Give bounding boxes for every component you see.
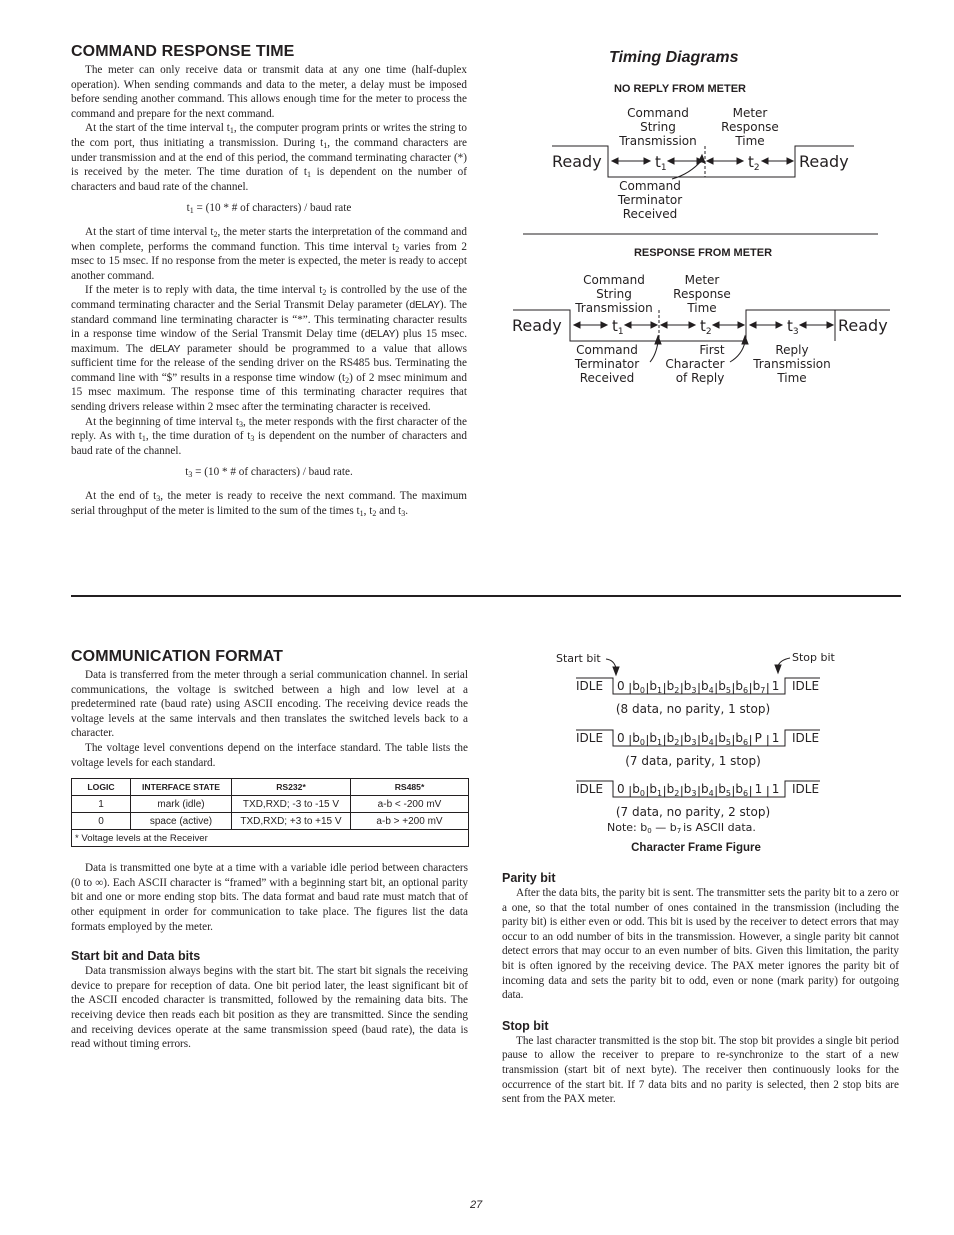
frame-bit-label: 0 — [617, 679, 625, 693]
start-bit-label: Start bit — [556, 652, 601, 665]
first-char-label: First Character of Reply — [665, 343, 725, 385]
table-header: RS485* — [351, 779, 469, 796]
no-reply-caption: NO REPLY FROM METER — [613, 83, 747, 95]
data-bit-label: $b_0$ — [632, 731, 645, 747]
response-caption: RESPONSE FROM METER — [633, 247, 773, 259]
table-cell: TXD,RXD; +3 to +15 V — [232, 813, 351, 830]
table-cell: 1 — [72, 796, 131, 813]
table-header: LOGIC — [72, 779, 131, 796]
stop-bit-label: Stop bit — [792, 651, 835, 664]
crt-paragraph-3: At the start of time interval $t_2$, the meter starts the interpretation of the command and when complete, performs the command function. This time interval $t_2$ varies from 2 msec to 15 msec. If no response from the meter is expected, the meter is ready to accept another command. — [71, 225, 467, 282]
frame-bit-label: 0 — [617, 782, 625, 796]
frame-format-caption: (7 data, no parity, 2 stop) — [615, 805, 771, 819]
ready-label-a: Ready — [552, 152, 602, 171]
t1-label-b: $t_1$ — [612, 317, 624, 337]
crt-paragraph-6: At the end of $t_3$, the meter is ready to receive the next command. The maximum serial throughput of the meter is limited to the sum of the times $t_1$, $t_2$ and $t_3$. — [71, 490, 468, 518]
start-bit-heading: Start bit and Data bits — [71, 949, 201, 964]
table-note: * Voltage levels at the Receiver — [72, 830, 469, 847]
t3-label-b: $t_3$ — [787, 317, 799, 337]
frame-bit-label: P — [754, 731, 762, 745]
frame-format-caption: (8 data, no parity, 1 stop) — [615, 702, 771, 716]
data-bit-label: $b_1$ — [649, 731, 663, 747]
parity-bit-paragraph: After the data bits, the parity bit is sent. The transmitter sets the parity bit to a zero or a one, so that the total number of ones contained in the transmission (including the parity bit) is either even or odd. This bit is used by the receiver to detect errors that may occur to an odd number of bits in the transmission. However, a single parity bit cannot detect errors that may occur to an even number of bits. Given this limitation, the parity bit is often ignored by the receiving device. The PAX meter ignores the parity bit of incoming data and sets the parity bit to odd, even or none (mark parity) for outgoing data. — [502, 887, 899, 1002]
data-bit-label: $b_4$ — [701, 731, 714, 747]
idle-label: IDLE — [576, 731, 604, 745]
data-bit-label: $b_7$ — [752, 679, 766, 695]
data-bit-label: $b_3$ — [683, 782, 697, 798]
frame-format-caption: (7 data, parity, 1 stop) — [625, 754, 761, 768]
communication-format-heading: COMMUNICATION FORMAT — [71, 648, 284, 665]
t2-label-b: $t_2$ — [700, 317, 712, 337]
table-cell: a-b > +200 mV — [351, 813, 469, 830]
table-cell: 0 — [72, 813, 131, 830]
table-header: INTERFACE STATE — [131, 779, 232, 796]
crt-paragraph-5: At the beginning of time interval $t_3$, the meter responds with the first character of the reply. As with $t_1$, the time duration of $t_3$ is dependent on the number of characters and baud rate of the channel. — [71, 415, 467, 457]
frame-signal-line — [576, 730, 820, 746]
frame-bit-label: 1 — [771, 731, 780, 745]
data-bit-label: $b_2$ — [666, 782, 680, 798]
t2-label-a: $t_2$ — [748, 153, 760, 173]
t1-label-a: $t_1$ — [655, 153, 667, 173]
terminator-label-a: Command Terminator Received — [617, 179, 683, 221]
page-number: 27 — [470, 1199, 483, 1211]
command-response-time-heading: COMMAND RESPONSE TIME — [71, 43, 295, 60]
frame-signal-line — [576, 781, 820, 797]
cf-paragraph-2: The voltage level conventions depend on the interface standard. The table lists the voltage levels for each standard. — [71, 741, 468, 769]
data-bit-label: $b_6$ — [735, 731, 749, 747]
frame-note: Note: b0 — b7 is ASCII data. — [607, 821, 756, 835]
frame-bit-label: 1 — [771, 679, 780, 693]
meter-response-label-b: Meter Response Time — [673, 273, 731, 315]
table-cell: mark (idle) — [131, 796, 232, 813]
parity-stop-section — [502, 871, 899, 1107]
idle-label: IDLE — [792, 679, 820, 693]
terminator-label-b: Command Terminator Received — [574, 343, 640, 385]
data-bit-label: $b_6$ — [735, 782, 749, 798]
character-frame-caption: Character Frame Figure — [631, 842, 761, 854]
table-cell: a-b < -200 mV — [351, 796, 469, 813]
stop-bit-paragraph: The last character transmitted is the stop bit. The stop bit provides a single bit period pause to allow the receiver to prepare to re-synchronize to the start of a new transmission (start bit of next byte). The receiver then continuously looks for the occurrence of the start bit. If 7 data bits and no parity is selected, then 2 stop bits are sent from the PAX meter. — [502, 1034, 899, 1106]
data-bit-label: $b_5$ — [718, 731, 731, 747]
data-bit-label: $b_1$ — [649, 782, 663, 798]
parity-bit-heading: Parity bit — [502, 871, 556, 885]
crt-formula-t3: $t_3 = (10$ * # of characters) / baud rate. — [185, 466, 353, 480]
ready-label-b: Ready — [799, 152, 849, 171]
table-cell: TXD,RXD; -3 to -15 V — [232, 796, 351, 813]
data-bit-label: $b_1$ — [649, 679, 663, 695]
timing-diagrams-title: Timing Diagrams — [609, 49, 739, 66]
data-bit-label: $b_2$ — [666, 731, 680, 747]
data-bit-label: $b_3$ — [683, 731, 697, 747]
ready-label-d: Ready — [838, 316, 888, 335]
data-bit-label: $b_5$ — [718, 782, 731, 798]
command-string-label-a: Command String Transmission — [619, 106, 697, 148]
frame-signal-line — [576, 678, 820, 694]
cf-paragraph-1: Data is transferred from the meter through a serial communication channel. In serial communications, the voltage is switched between a high and low level at a predetermined rate (baud rate) using ASCII encoding. The receiving device reads the voltage levels at the same intervals and then translates the switched levels back to a character. — [71, 669, 468, 740]
idle-label: IDLE — [792, 731, 820, 745]
table-cell: space (active) — [131, 813, 232, 830]
table-header: RS232* — [232, 779, 351, 796]
data-bit-label: $b_0$ — [632, 782, 645, 798]
data-bit-label: $b_6$ — [735, 679, 749, 695]
crt-formula-t1: $t_1 = (10$ * # of characters) / baud rate — [186, 202, 352, 216]
crt-paragraph-4: If the meter is to reply with data, the time interval $t_2$ is controlled by the use of the command terminating character and the Serial Transmit Delay parameter (dELAY). The standard command line terminating character is “*”. This terminating character results in a response time window of the Serial Transmit Delay time (dELAY) plus 15 msec. maximum. The dELAY parameter should be programmed to a value that allows sufficient time for the release of the sending driver on the RS485 bus. Terminating the command line with “$” results in a response time window $(t_2)$ of 2 msec minimum and 15 msec maximum. The response time of this terminating character requires that sending drivers release within 2 msec after the terminating character is received. — [71, 284, 468, 414]
data-bit-label: $b_2$ — [666, 679, 680, 695]
ready-label-c: Ready — [512, 316, 562, 335]
idle-label: IDLE — [576, 782, 604, 796]
cf-paragraph-3: Data is transmitted one byte at a time with a variable idle period between characters (0 to ∞). Each ASCII character is “framed” with a beginning start bit, an optional parity bit and one or more ending stop bits. The data format and baud rate must match that of other equipment in order for communication to take place. The figures list the data formats employed by the meter. — [71, 862, 468, 933]
data-bit-label: $b_4$ — [701, 679, 714, 695]
frame-bit-label: 1 — [771, 782, 780, 796]
frame-bit-label: 0 — [617, 731, 625, 745]
command-string-label-b: Command String Transmission — [575, 273, 653, 315]
crt-paragraph-1: The meter can only receive data or transmit data at any one time (half-duplex operation). When sending commands and data to the meter, a delay must be imposed before sending another command. This allows enough time for the meter to process the command and prepare for the next command. — [71, 64, 467, 120]
start-bit-paragraph: Data transmission always begins with the start bit. The start bit signals the receiving device to prepare for reception of data. One bit period later, the least significant bit of the ASCII encoded character is transmitted, followed by the remaining data bits. The receiving device then reads each bit position as they are transmitted. Since the sending and receiving devices operate at the same transmission speed (baud rate), the data is read without timing errors. — [71, 965, 468, 1051]
idle-label: IDLE — [792, 782, 820, 796]
data-bit-label: $b_4$ — [701, 782, 714, 798]
data-bit-label: $b_5$ — [718, 679, 731, 695]
crt-paragraph-2: At the start of the time interval $t_1$, the computer program prints or writes the string to the com port, thus initiating a transmission. During $t_1$, the command characters are under transmission and at the end of this period, the command terminating character (*) is received by the meter. The time duration of $t_1$ is dependent on the number of characters and baud rate of the channel. — [71, 122, 468, 193]
reply-transmission-label: Reply Transmission Time — [753, 343, 831, 385]
stop-bit-heading: Stop bit — [502, 1018, 549, 1033]
data-bit-label: $b_3$ — [683, 679, 697, 695]
data-bit-label: $b_0$ — [632, 679, 645, 695]
idle-label: IDLE — [576, 679, 604, 693]
meter-response-label-a: Meter Response Time — [721, 106, 779, 148]
frame-bit-label: 1 — [754, 782, 763, 796]
